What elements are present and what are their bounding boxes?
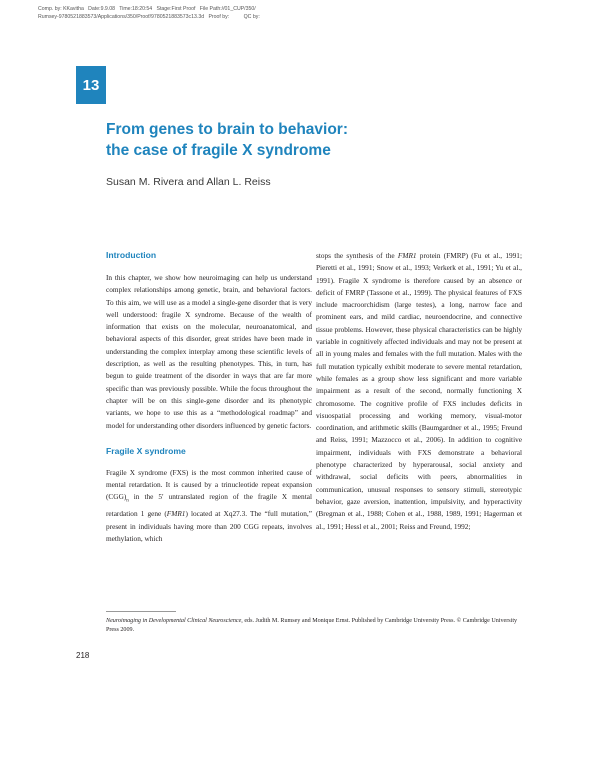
chapter-title-line-2: the case of fragile X syndrome <box>106 142 331 159</box>
proof-info-line-2: Rumsey-9780521883573/Applications/350/Proof/9780521883573c13.3d Proof by: QC by: <box>38 14 260 20</box>
left-column <box>106 250 312 545</box>
introduction-paragraph: In this chapter, we show how neuroimaging can help us understand complex relationships among genetic, brain, and behavioral factors. To this aim, we will use as a model a single-gene disorder that is very well understood: fragile X syndrome. Because of the wealth of information that exists on the molecular, neuroanatomical, and behavioral aspects of this disorder, great strides have been made in understanding the complex interplay among these scientific levels of description, as well as the resulting phenotypes. This, in turn, has begun to guide treatment of the disorder in ways that are far more specific than was previously possible. While the focus throughout the chapter will be on this single-gene disorder and its phenotypic variants, we hope to use this as a “methodological roadmap” and model for understanding other disorders influenced by genetic factors. <box>106 273 312 430</box>
fragile-x-text-b: in the 5′ untranslated region of the fragile X mental retardation 1 gene ( <box>106 492 312 519</box>
right-text-a: stops the synthesis of the <box>316 251 398 260</box>
footnote-divider <box>106 611 176 612</box>
page-number: 218 <box>76 651 90 660</box>
gene-name: FMR1 <box>166 509 186 519</box>
book-footnote <box>106 617 521 635</box>
fragile-x-heading: Fragile X syndrome <box>106 445 186 456</box>
fragile-x-paragraph <box>106 467 312 545</box>
right-column <box>316 250 522 533</box>
chapter-authors: Susan M. Rivera and Allan L. Reiss <box>106 176 271 188</box>
introduction-heading: Introduction <box>106 250 157 260</box>
proof-info-line-1: Comp. by: KKavitha Date:9.9.08 Time:18:20:54 Stage:First Proof File Path://01_CUP/350/ <box>38 6 256 12</box>
book-title: Neuroimaging in Developmental Clinical Neuroscience <box>106 618 242 624</box>
fragile-x-text-a: Fragile X syndrome (FXS) is the most common inherited cause of mental retardation. It is caused by a trinucleotide repeat expansion (CGG) <box>106 467 312 502</box>
right-text-b: protein (FMRP) (Fu et al., 1991; Pieretti et al., 1991; Snow et al., 1993; Verkerk et al., 1991; Yu et al., 1991). Fragile X syndrome is therefore caused by an absence or deficit of FMRP (Tassone et al., 1999). The physical features of FXS include macroorchidism (large testes), a long, narrow face and prominent ears, and mild cardiac, neuroendocrine, and connective tissue problems. However, these physical characteristics can be highly variable in cognitively affected individuals and may not be present at all in young males and females with the full mutation. Males with the full mutation typically exhibit moderate to severe mental retardation, while females as a group show less significant and more variable impairment as a result of the second, normally functioning X chromosome. The cognitive profile of FXS includes deficits in visuospatial processing and working memory, visual-motor coordination, and arithmetic skills (Baumgardner et al., 1995; Freund and Reiss, 1991; Mazzocco et al., 2006). In addition to cognitive impairment, individuals with FXS demonstrate a behavioral phenotype characterized by hyperarousal, social anxiety and withdrawal, social deficits with peers, abnormalities in communication, unusual responses to sensory stimuli, stereotypic behavior, gaze aversion, inattention, impulsivity, and hyperactivity (Bregman et al., 1988; Cohen et al., 1988, 1989, 1991; Hagerman et al., 1991; Hessl et al., 2001; Reiss and Freund, 1992; <box>316 251 522 531</box>
repeat-subscript: n <box>126 498 129 504</box>
chapter-title-line-1: From genes to brain to behavior: <box>106 121 348 138</box>
footnote-text: , eds. Judith M. Rumsey and Monique Ernst. Published by Cambridge University Press. © Cambridge University Press 2009. <box>106 618 518 633</box>
right-column-paragraph <box>316 250 522 533</box>
fragile-x-text-c: ) located at Xq27.3. The “full mutation,” present in individuals having more than 200 CGG repeats, involves methylation, which <box>106 509 312 543</box>
chapter-number-badge <box>76 66 106 104</box>
chapter-number: 13 <box>82 76 100 94</box>
gene-name: FMR1 <box>397 251 417 260</box>
chapter-title <box>106 119 526 161</box>
